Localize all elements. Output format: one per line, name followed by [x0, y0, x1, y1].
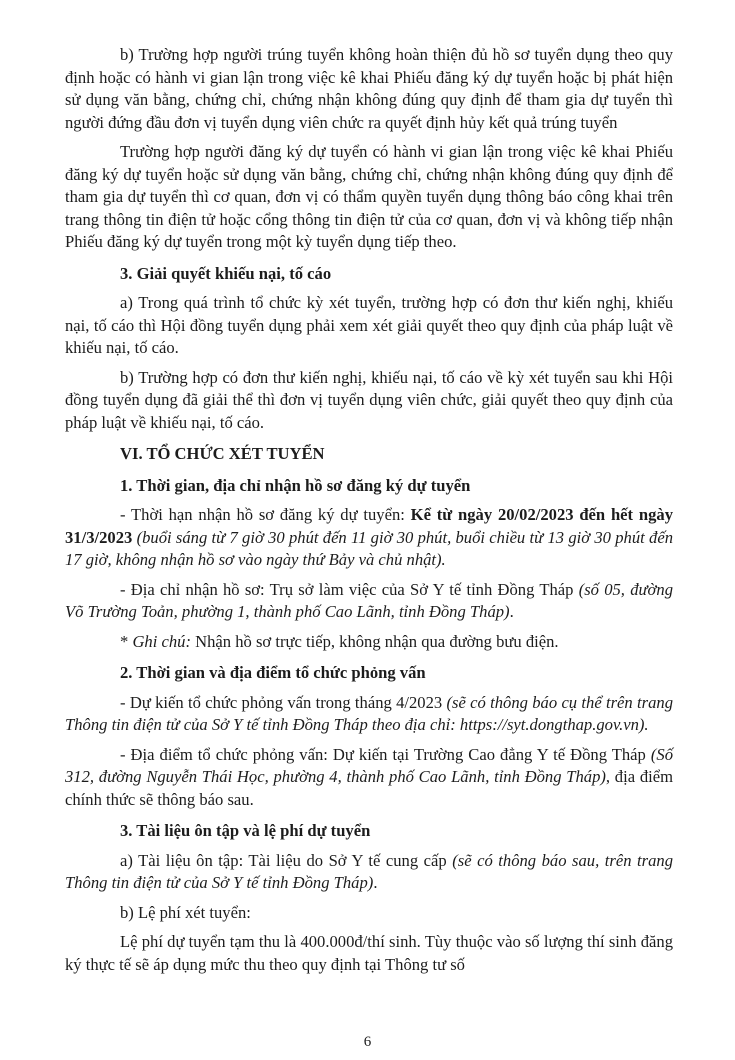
text-run: 3. Tài liệu ôn tập và lệ phí dự tuyển [120, 821, 371, 840]
text-run: (Số 312, đường Nguyễn Thái Học, phường 4, thành phố Cao Lãnh, tỉnh Đồng Tháp) [65, 744, 673, 786]
paragraph [65, 744, 673, 812]
text-run: - Địa chỉ nhận hồ sơ: Trụ sở làm việc của Sở Y tế tỉnh Đồng Tháp [120, 579, 579, 599]
text-run: b) Trường hợp người trúng tuyển không hoàn thiện đủ hồ sơ tuyển dụng theo quy định hoặc có hành vi gian lận trong việc kê khai Phiếu đăng ký dự tuyển hoặc bị phát hiện sử dụng văn bằng, chứng chỉ, chứng nhận không đúng quy định để tham gia dự tuyển thì người đứng đầu đơn vị tuyển dụng viên chức ra quyết định hủy kết quả trúng tuyển [65, 45, 673, 132]
text-run: a) Trong quá trình tổ chức kỳ xét tuyển, trường hợp có đơn thư kiến nghị, khiếu nại, tố cáo thì Hội đồng tuyển dụng phải xem xét giải quyết theo quy định của pháp luật về khiếu nại, tố cáo. [65, 293, 673, 357]
text-run: Ghi chú: [132, 631, 191, 651]
section-heading [65, 443, 673, 466]
section-heading [65, 263, 673, 286]
section-heading [65, 475, 673, 498]
section-heading [65, 662, 673, 685]
text-run: Trường hợp người đăng ký dự tuyển có hành vi gian lận trong việc kê khai Phiếu đăng ký dự tuyển hoặc sử dụng văn bằng, chứng chỉ, chứng nhận không đúng quy định để tham gia dự tuyển thì cơ quan, đơn vị có thẩm quyền tuyển dụng thông báo công khai trên trang thông tin điện tử hoặc cổng thông tin điện tử của cơ quan, đơn vị và không tiếp nhận Phiếu đăng ký dự tuyển trong một kỳ tuyển dụng tiếp theo. [65, 142, 673, 251]
text-run: Lệ phí dự tuyển tạm thu là 400.000đ/thí sinh. Tùy thuộc vào số lượng thí sinh đăng ký thực tế sẽ áp dụng mức thu theo quy định tại Thông tư số [65, 932, 673, 974]
text-run: - Địa điểm tổ chức phỏng vấn: Dự kiến tại Trường Cao đẳng Y tế Đồng Tháp [120, 744, 651, 764]
section-heading [65, 820, 673, 843]
page-number: 6 [363, 1034, 372, 1050]
text-run: 1. Thời gian, địa chỉ nhận hồ sơ đăng ký dự tuyển [120, 475, 471, 495]
paragraph [65, 504, 673, 572]
paragraph [65, 44, 673, 134]
text-run: * [120, 631, 133, 651]
text-run: a) Tài liệu ôn tập: Tài liệu do Sở Y tế cung cấp [120, 850, 453, 870]
text-run: VI. TỔ CHỨC XÉT TUYỂN [120, 444, 325, 463]
text-run: b) Trường hợp có đơn thư kiến nghị, khiếu nại, tố cáo về kỳ xét tuyển sau khi Hội đồng tuyển dụng đã giải thể thì đơn vị tuyển dụng viên chức, giải quyết theo quy định của pháp luật về khiếu nại, tố cáo. [65, 367, 673, 432]
text-run: 3. Giải quyết khiếu nại, tố cáo [120, 263, 332, 283]
text-run: , địa điểm chính thức sẽ thông báo sau. [65, 767, 673, 809]
paragraph [65, 850, 673, 895]
text-run: (sẽ có thông báo sau, trên trang Thông tin điện tử của Sở Y tế tỉnh Đồng Tháp) [65, 850, 673, 892]
text-run: b) Lệ phí xét tuyển: [120, 902, 251, 922]
text-run: - Dự kiến tổ chức phỏng vấn trong tháng 4/2023 [120, 692, 447, 712]
text-run: 2. Thời gian và địa điểm tổ chức phỏng vấn [120, 663, 426, 682]
paragraph [65, 931, 673, 976]
text-run: (sẽ có thông báo cụ thể trên trang Thông tin điện tử của Sở Y tế tỉnh Đồng Tháp theo địa chỉ: https://syt.dongthap.gov.vn). [65, 692, 673, 734]
text-run: - Thời hạn nhận hồ sơ đăng ký dự tuyển: [120, 505, 411, 524]
paragraph [65, 579, 673, 624]
text-run: Kể từ ngày 20/02/2023 đến hết ngày 31/3/2023 [65, 505, 673, 547]
paragraph [65, 367, 673, 435]
document-body [65, 44, 673, 983]
text-run: (buổi sáng từ 7 giờ 30 phút đến 11 giờ 30 phút, buổi chiều từ 13 giờ 30 phút đến 17 giờ, không nhận hồ sơ vào ngày thứ Bảy và chủ nhật). [65, 527, 674, 569]
paragraph [65, 141, 673, 254]
text-run: Nhận hồ sơ trực tiếp, không nhận qua đường bưu điện. [190, 631, 559, 651]
text-run: . [373, 873, 378, 892]
paragraph [65, 902, 673, 925]
text-run: (số 05, đường Võ Trường Toản, phường 1, thành phố Cao Lãnh, tỉnh Đồng Tháp) [65, 579, 673, 621]
paragraph [65, 692, 673, 737]
paragraph [65, 631, 673, 654]
text-run: . [509, 602, 514, 621]
paragraph [65, 292, 673, 360]
